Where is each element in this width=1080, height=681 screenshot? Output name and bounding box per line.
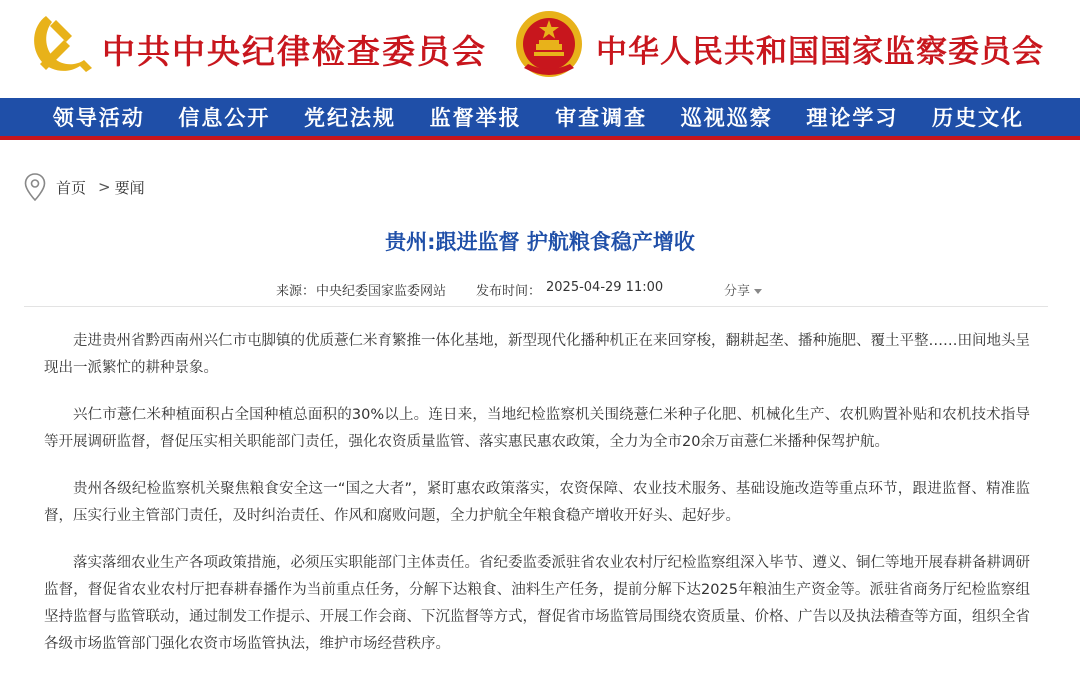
location-pin-icon xyxy=(24,173,46,201)
article-paragraph: 落实落细农业生产各项政策措施，必须压实职能部门主体责任。省纪委监委派驻省农业农村厅纪检监察组深入毕节、遵义、铜仁等地开展春耕备耕调研监督，督促省农业农村厅把春耕春播作为当前重点任务，分解下达粮食、油料生产任务，提前分解下达2025年粮油生产资金等。派驻省商务厅纪检监察组坚持监督与监管联动，通过制发工作提示、开展工作会商、下沉监督等方式，督促省市场监管局围绕农资质量、价格、广告以及执法稽查等方面，组织全省各级市场监管部门强化农资市场监管执法，维护市场经营秩序。 xyxy=(44,555,1030,652)
breadcrumb-separator: > xyxy=(98,178,111,196)
breadcrumb-current-link[interactable]: 要闻 xyxy=(114,178,145,197)
share-button[interactable] xyxy=(724,280,762,299)
nav-item-regulations[interactable]: 党纪法规 xyxy=(303,105,396,130)
nav-item-investigation[interactable]: 审查调查 xyxy=(555,105,648,130)
nav-item-leadership[interactable]: 领导活动 xyxy=(52,105,145,130)
source-value: 中央纪委国家监委网站 xyxy=(316,284,447,299)
nav-item-report[interactable]: 监督举报 xyxy=(429,105,522,130)
chevron-down-icon xyxy=(754,289,762,294)
nav-item-inspection[interactable]: 巡视巡察 xyxy=(680,105,773,130)
breadcrumb xyxy=(24,172,145,202)
article-paragraph: 贵州各级纪检监察机关聚焦粮食安全这一“国之大者”，紧盯惠农政策落实，农资保障、农业技术服务、基础设施改造等重点环节，跟进监督、精准监督，压实行业主管部门责任，及时纠治责任、作风和腐败问题，全力护航全年粮食稳产增收开好头、起好步。 xyxy=(44,481,1030,524)
site-header xyxy=(0,0,1080,98)
article-paragraph: 走进贵州省黔西南州兴仁市屯脚镇的优质薏仁米育繁推一体化基地，新型现代化播种机正在来回穿梭，翻耕起垄、播种施肥、覆土平整……田间地头呈现出一派繁忙的耕种景象。 xyxy=(44,333,1030,376)
article-body xyxy=(44,328,1030,678)
nav-item-history[interactable]: 历史文化 xyxy=(931,105,1024,130)
article-paragraph: 兴仁市薏仁米种植面积占全国种植总面积的30%以上。连日来，当地纪检监察机关围绕薏仁米种子化肥、机械化生产、农机购置补贴和农机技术指导等开展调研监督，督促压实相关职能部门责任，强化农资质量监管、落实惠民惠农政策，全力为全市20余万亩薏仁米播种保驾护航。 xyxy=(44,407,1030,450)
share-label: 分享 xyxy=(724,284,751,299)
source-label: 来源： xyxy=(276,284,316,299)
nsc-title: 中华人民共和国国家监察委员会 xyxy=(596,34,1044,70)
article-title: 贵州:跟进监督 护航粮食稳产增收 xyxy=(385,230,695,254)
publish-time-value: 2025-04-29 11:00 xyxy=(546,280,664,295)
cpc-ccdi-title: 中共中央纪律检查委员会 xyxy=(102,32,487,71)
article-meta xyxy=(0,280,1080,300)
publish-time-label: 发布时间： xyxy=(476,284,542,299)
main-nav xyxy=(0,98,1080,140)
nav-item-theory[interactable]: 理论学习 xyxy=(806,105,899,130)
breadcrumb-home-link[interactable]: 首页 xyxy=(56,178,87,197)
national-emblem-icon xyxy=(514,8,584,82)
party-emblem-icon xyxy=(26,10,94,78)
nav-item-info-disclosure[interactable]: 信息公开 xyxy=(178,105,271,130)
meta-divider xyxy=(24,306,1048,307)
